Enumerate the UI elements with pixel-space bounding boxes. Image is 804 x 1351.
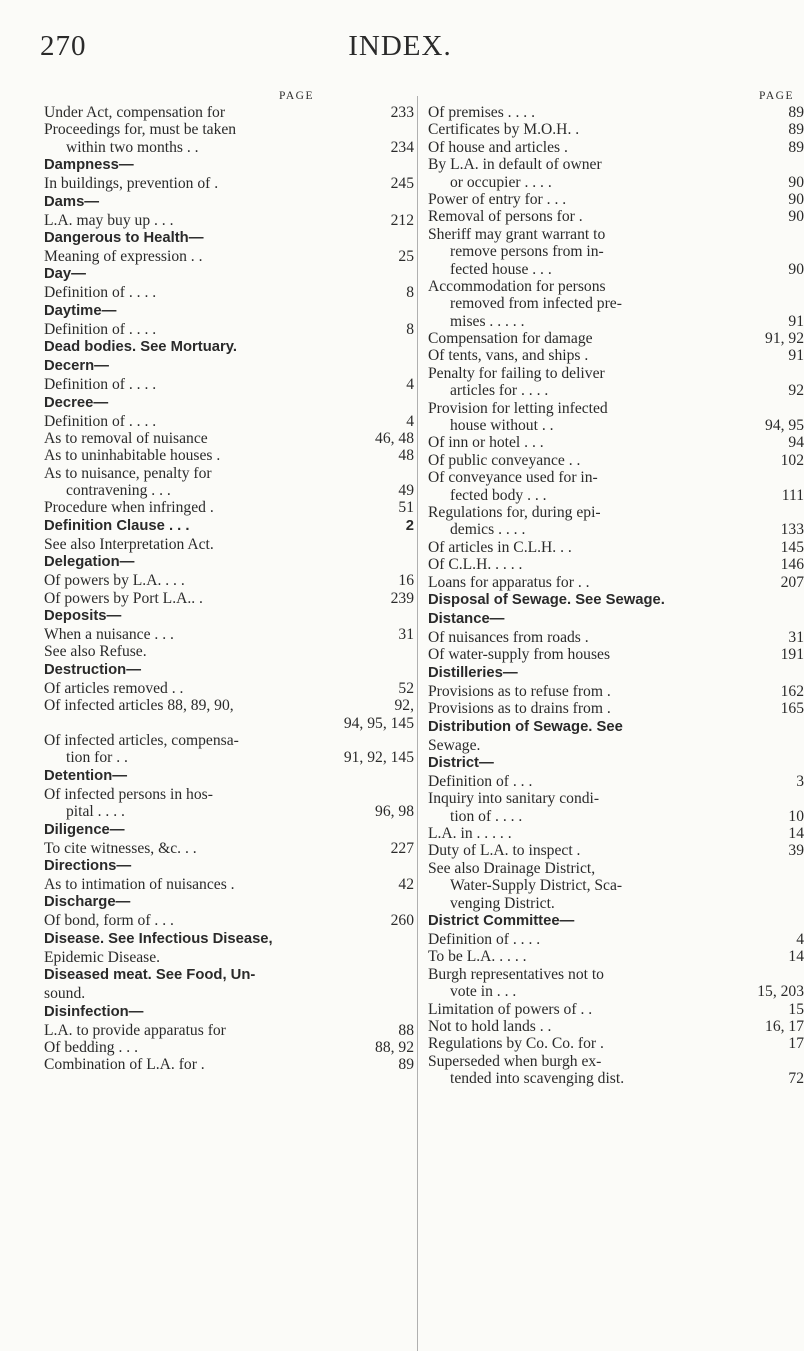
entry-text: L.A. in . . . . . [428, 825, 512, 843]
entry-text: Under Act, compensation for [44, 104, 226, 121]
entry-page-ref: 91, 92 [761, 330, 804, 347]
entry-text: Provisions as to refuse from . [428, 682, 611, 700]
entry-text: demics . . . . [450, 521, 526, 539]
index-entry [428, 1001, 804, 1018]
entry-page-ref: 133 [777, 521, 804, 538]
index-entry [428, 382, 804, 399]
entry-text: L.A. to provide apparatus for [44, 1021, 226, 1039]
entry-text: Accommodation for persons [428, 277, 606, 295]
index-entry [44, 680, 414, 697]
index-heading [44, 857, 414, 876]
entry-text: Definition Clause . . . [44, 517, 190, 534]
index-entry [428, 983, 804, 1000]
entry-text: venging District. [450, 894, 555, 912]
index-entry [428, 1018, 804, 1035]
index-entry [428, 860, 804, 877]
entry-page-ref: 234 [387, 139, 414, 156]
entry-page-ref: 89 [784, 139, 804, 156]
entry-page-ref: 91, 92, 145 [340, 749, 414, 766]
entry-text: removed from infected pre- [450, 295, 622, 313]
entry-page-ref: 48 [394, 447, 414, 464]
entry-page-ref: 90 [784, 174, 804, 191]
index-entry [428, 773, 804, 790]
entry-page-ref: 17 [784, 1035, 804, 1052]
index-entry [44, 590, 414, 607]
index-heading [44, 661, 414, 680]
entry-text: Regulations for, during epi- [428, 503, 601, 521]
index-heading [44, 156, 414, 175]
entry-text: Of bedding . . . [44, 1038, 138, 1056]
index-entry [44, 121, 414, 138]
entry-page-ref: 96, 98 [371, 803, 414, 820]
entry-text: pital . . . . [66, 803, 125, 821]
entry-text: Of public conveyance . . [428, 451, 581, 469]
entry-text: Distilleries— [428, 664, 518, 681]
entry-page-ref: 88 [394, 1022, 414, 1039]
entry-text: Of infected articles, compensa- [44, 731, 239, 749]
entry-text: tended into scavenging dist. [450, 1070, 625, 1088]
page-column-label: PAGE [279, 90, 314, 102]
column-divider [417, 96, 418, 1351]
index-column-left [44, 88, 414, 1074]
index-entry [44, 536, 414, 553]
index-heading [44, 767, 414, 786]
entry-text: By L.A. in default of owner [428, 156, 602, 174]
entry-text: District— [428, 754, 494, 771]
index-entry [428, 931, 804, 948]
entry-text: Decree— [44, 394, 109, 411]
entry-text: Removal of persons for . [428, 208, 583, 226]
index-entry [44, 732, 414, 749]
entry-text: Loans for apparatus for . . [428, 573, 590, 591]
entry-text: or occupier . . . . [450, 173, 552, 191]
index-column-right [428, 88, 804, 1088]
entry-text: Destruction— [44, 661, 142, 678]
entry-text: Day— [44, 266, 86, 283]
entry-text: Dams— [44, 193, 100, 210]
index-entry [428, 948, 804, 965]
index-heading [44, 193, 414, 212]
index-entries-left [44, 104, 414, 1074]
entry-page-ref: 91 [784, 347, 804, 364]
entry-text: house without . . [450, 417, 554, 435]
entry-page-ref: 8 [402, 284, 414, 301]
index-entry [44, 212, 414, 229]
entry-text: Compensation for damage [428, 330, 593, 348]
entry-text: Of infected persons in hos- [44, 785, 213, 803]
index-entry [44, 284, 414, 301]
entry-page-ref: 94 [784, 434, 804, 451]
entry-text: Diseased meat. See Food, Un- [44, 967, 256, 984]
entry-text: Definition of . . . . [44, 320, 157, 338]
entry-page-ref: 14 [784, 948, 804, 965]
index-entry [44, 482, 414, 499]
entry-text: Limitation of powers of . . [428, 1000, 593, 1018]
index-entry [44, 321, 414, 338]
entry-page-ref: 14 [784, 825, 804, 842]
index-entry [428, 330, 804, 347]
index-entries-right [428, 104, 804, 1088]
index-entry [428, 487, 804, 504]
index-entry [44, 1039, 414, 1056]
entry-text: Dampness— [44, 157, 134, 174]
index-entry [428, 208, 804, 225]
entry-page-ref: 239 [387, 590, 414, 607]
index-entry [44, 1022, 414, 1039]
entry-text: Proceedings for, must be taken [44, 121, 237, 139]
entry-text: Decern— [44, 358, 109, 375]
entry-page-ref: 89 [784, 104, 804, 121]
entry-text: Detention— [44, 767, 128, 784]
index-entry [428, 646, 804, 663]
index-entry [428, 104, 804, 121]
entry-text: Of articles removed . . [44, 679, 184, 697]
index-entry [428, 226, 804, 243]
entry-text: within two months . . [66, 138, 199, 156]
index-entry [428, 737, 804, 754]
entry-page-ref: 94, 95, 145 [340, 715, 414, 732]
index-entry [44, 572, 414, 589]
index-entry [428, 139, 804, 156]
index-entry [44, 715, 414, 732]
index-heading [44, 930, 414, 949]
entry-page-ref: 90 [784, 261, 804, 278]
entry-text: Disposal of Sewage. See Sewage. [428, 591, 665, 608]
index-entry [428, 966, 804, 983]
index-entry [428, 683, 804, 700]
index-entry [44, 465, 414, 482]
index-entry [44, 499, 414, 516]
index-entry [428, 400, 804, 417]
index-heading [428, 718, 804, 737]
entry-page-ref: 227 [387, 840, 414, 857]
index-entry [44, 840, 414, 857]
entry-page-ref: 89 [394, 1056, 414, 1073]
entry-page-ref: 91 [784, 313, 804, 330]
entry-text: contravening . . . [66, 482, 171, 500]
page-title: INDEX. [348, 30, 452, 62]
entry-text: Certificates by M.O.H. . [428, 121, 580, 139]
entry-page-ref: 260 [387, 912, 414, 929]
index-entry [428, 156, 804, 173]
entry-page-ref: 191 [777, 646, 804, 663]
index-entry [428, 469, 804, 486]
index-entry [428, 556, 804, 573]
index-entry [428, 574, 804, 591]
entry-text: Regulations by Co. Co. for . [428, 1035, 604, 1053]
index-entry [428, 365, 804, 382]
index-heading [44, 607, 414, 626]
entry-page-ref: 162 [777, 683, 804, 700]
index-entry [44, 139, 414, 156]
entry-text: Combination of L.A. for . [44, 1056, 205, 1074]
index-entry [428, 452, 804, 469]
index-entry [428, 895, 804, 912]
entry-page-ref: 25 [394, 248, 414, 265]
entry-text: As to uninhabitable houses . [44, 447, 221, 465]
index-entry [428, 521, 804, 538]
entry-text: See also Drainage District, [428, 859, 596, 877]
entry-text: fected house . . . [450, 260, 552, 278]
entry-text: tion of . . . . [450, 807, 523, 825]
entry-text: Not to hold lands . . [428, 1017, 552, 1035]
entry-text: Definition of . . . [428, 772, 533, 790]
entry-page-ref: 15 [784, 1001, 804, 1018]
entry-text: District Committee— [428, 913, 575, 930]
entry-text: Of water-supply from houses [428, 646, 611, 664]
entry-page-ref: 72 [784, 1070, 804, 1087]
entry-page-ref: 102 [777, 452, 804, 469]
index-entry [44, 447, 414, 464]
entry-page-ref: 4 [792, 931, 804, 948]
entry-page-ref: 39 [784, 842, 804, 859]
page-column-label: PAGE [759, 90, 794, 102]
index-entry [44, 786, 414, 803]
entry-page-ref: 10 [784, 808, 804, 825]
entry-page-ref: 146 [777, 556, 804, 573]
index-entry [428, 1070, 804, 1087]
index-heading [44, 338, 414, 357]
entry-text: remove persons from in- [450, 243, 604, 261]
entry-text: Distribution of Sewage. See [428, 718, 623, 735]
entry-text: L.A. may buy up . . . [44, 211, 174, 229]
index-entry [44, 749, 414, 766]
index-heading [428, 610, 804, 629]
index-heading [44, 517, 414, 536]
index-entry [428, 121, 804, 138]
entry-text: Of powers by Port L.A.. . [44, 589, 203, 607]
index-entry [44, 803, 414, 820]
entry-text: Procedure when infringed . [44, 499, 214, 517]
entry-text: Distance— [428, 610, 505, 627]
entry-text: Of nuisances from roads . [428, 628, 589, 646]
index-entry [428, 700, 804, 717]
entry-page-ref: 31 [784, 629, 804, 646]
entry-text: To cite witnesses, &c. . . [44, 839, 197, 857]
index-entry [428, 842, 804, 859]
entry-text: Of premises . . . . [428, 104, 535, 121]
index-entry [44, 413, 414, 430]
index-entry [44, 376, 414, 393]
entry-page-ref: 4 [402, 413, 414, 430]
entry-page-ref: 31 [394, 626, 414, 643]
entry-text: Of infected articles 88, 89, 90, [44, 697, 234, 715]
entry-text: Disease. See Infectious Disease, [44, 930, 273, 947]
entry-text: Of powers by L.A. . . . [44, 572, 185, 590]
entry-text: Disinfection— [44, 1003, 144, 1020]
entry-page-ref: 92 [784, 382, 804, 399]
entry-page-ref: 2 [402, 517, 414, 536]
entry-page-ref: 245 [387, 175, 414, 192]
index-entry [44, 626, 414, 643]
index-entry [44, 697, 414, 714]
index-heading [428, 912, 804, 931]
entry-page-ref: 16 [394, 572, 414, 589]
entry-text: As to removal of nuisance [44, 429, 208, 447]
entry-text: Diligence— [44, 821, 125, 838]
entry-text: tion for . . [66, 749, 128, 767]
index-entry [428, 877, 804, 894]
index-heading [44, 265, 414, 284]
index-entry [428, 313, 804, 330]
index-entry [44, 912, 414, 929]
entry-page-ref: 8 [402, 321, 414, 338]
index-entry [428, 504, 804, 521]
entry-text: Daytime— [44, 302, 117, 319]
entry-text: Definition of . . . . [44, 284, 157, 302]
index-entry [428, 191, 804, 208]
index-entry [428, 434, 804, 451]
index-heading [428, 754, 804, 773]
index-heading [428, 591, 804, 610]
entry-text: Sheriff may grant warrant to [428, 225, 606, 243]
entry-text: To be L.A. . . . . [428, 948, 527, 966]
entry-text: Of tents, vans, and ships . [428, 347, 589, 365]
entry-text: Duty of L.A. to inspect . [428, 842, 581, 860]
entry-text: Of inn or hotel . . . [428, 434, 544, 452]
index-heading [44, 302, 414, 321]
index-heading [44, 821, 414, 840]
index-heading [44, 229, 414, 248]
index-entry [428, 295, 804, 312]
entry-text: Dead bodies. See Mortuary. [44, 339, 237, 356]
entry-page-ref: 165 [777, 700, 804, 717]
entry-text: Water-Supply District, Sca- [450, 877, 623, 895]
entry-text: See also Refuse. [44, 643, 147, 661]
entry-text: Provisions as to drains from . [428, 700, 611, 718]
page-number: 270 [40, 30, 87, 62]
index-heading [44, 357, 414, 376]
entry-text: Superseded when burgh ex- [428, 1052, 602, 1070]
entry-text: Of house and articles . [428, 138, 568, 156]
entry-text: vote in . . . [450, 983, 517, 1001]
index-entry [428, 417, 804, 434]
index-entry [44, 248, 414, 265]
index-entry [428, 1035, 804, 1052]
index-entry [44, 1056, 414, 1073]
entry-page-ref: 3 [792, 773, 804, 790]
entry-text: Penalty for failing to deliver [428, 364, 605, 382]
entry-text: Meaning of expression . . [44, 247, 203, 265]
index-entry [428, 1053, 804, 1070]
entry-page-ref: 233 [387, 104, 414, 121]
entry-text: Of C.L.H. . . . . [428, 556, 523, 574]
entry-page-ref: 89 [784, 121, 804, 138]
index-entry [428, 629, 804, 646]
index-entry [44, 876, 414, 893]
index-entry [44, 985, 414, 1002]
entry-text: mises . . . . . [450, 312, 525, 330]
index-entry [44, 430, 414, 447]
entry-text: Definition of . . . . [44, 412, 157, 430]
index-entry [44, 949, 414, 966]
index-heading [44, 1003, 414, 1022]
entry-text: See also Interpretation Act. [44, 535, 214, 553]
entry-page-ref: 207 [777, 574, 804, 591]
entry-text: Directions— [44, 857, 132, 874]
entry-text: Delegation— [44, 554, 135, 571]
entry-text: When a nuisance . . . [44, 626, 174, 644]
entry-page-ref: 46, 48 [371, 430, 414, 447]
entry-page-ref: 94, 95 [761, 417, 804, 434]
entry-page-ref: 52 [394, 680, 414, 697]
entry-text: Definition of . . . . [44, 376, 157, 394]
index-entry [44, 104, 414, 121]
entry-text: Sewage. [428, 736, 481, 754]
entry-page-ref: 51 [394, 499, 414, 516]
entry-text: Deposits— [44, 608, 122, 625]
entry-text: Of bond, form of . . . [44, 912, 174, 930]
entry-page-ref: 49 [394, 482, 414, 499]
index-heading [44, 893, 414, 912]
index-heading [428, 664, 804, 683]
entry-page-ref: 90 [784, 191, 804, 208]
entry-text: Of articles in C.L.H. . . [428, 538, 572, 556]
index-heading [44, 966, 414, 985]
index-entry [44, 175, 414, 192]
entry-text: In buildings, prevention of . [44, 175, 219, 193]
index-entry [428, 825, 804, 842]
index-entry [428, 243, 804, 260]
entry-text: Inquiry into sanitary condi- [428, 790, 600, 808]
index-entry [428, 790, 804, 807]
index-entry [428, 174, 804, 191]
entry-text: Provision for letting infected [428, 399, 608, 417]
entry-text: Power of entry for . . . [428, 190, 567, 208]
index-entry [428, 278, 804, 295]
index-heading [44, 394, 414, 413]
index-entry [428, 347, 804, 364]
entry-text: Discharge— [44, 894, 131, 911]
index-entry [428, 261, 804, 278]
index-heading [44, 553, 414, 572]
entry-text: Burgh representatives not to [428, 965, 604, 983]
entry-page-ref: 4 [402, 376, 414, 393]
entry-text: As to nuisance, penalty for [44, 464, 212, 482]
index-entry [428, 808, 804, 825]
entry-page-ref: 15, 203 [753, 983, 804, 1000]
entry-text: sound. [44, 985, 86, 1003]
entry-text: Of conveyance used for in- [428, 469, 598, 487]
entry-text: As to intimation of nuisances . [44, 875, 235, 893]
entry-text: Dangerous to Health— [44, 229, 204, 246]
entry-page-ref: 145 [777, 539, 804, 556]
entry-page-ref: 90 [784, 208, 804, 225]
index-entry [428, 539, 804, 556]
entry-text: Definition of . . . . [428, 931, 541, 949]
entry-page-ref: 92, [391, 697, 415, 714]
entry-text: Epidemic Disease. [44, 948, 161, 966]
entry-page-ref: 88, 92 [371, 1039, 414, 1056]
index-entry [44, 643, 414, 660]
entry-text: articles for . . . . [450, 382, 549, 400]
entry-page-ref: 212 [387, 212, 414, 229]
entry-page-ref: 111 [778, 487, 804, 504]
entry-page-ref: 16, 17 [761, 1018, 804, 1035]
entry-page-ref: 42 [394, 876, 414, 893]
entry-text: fected body . . . [450, 486, 547, 504]
